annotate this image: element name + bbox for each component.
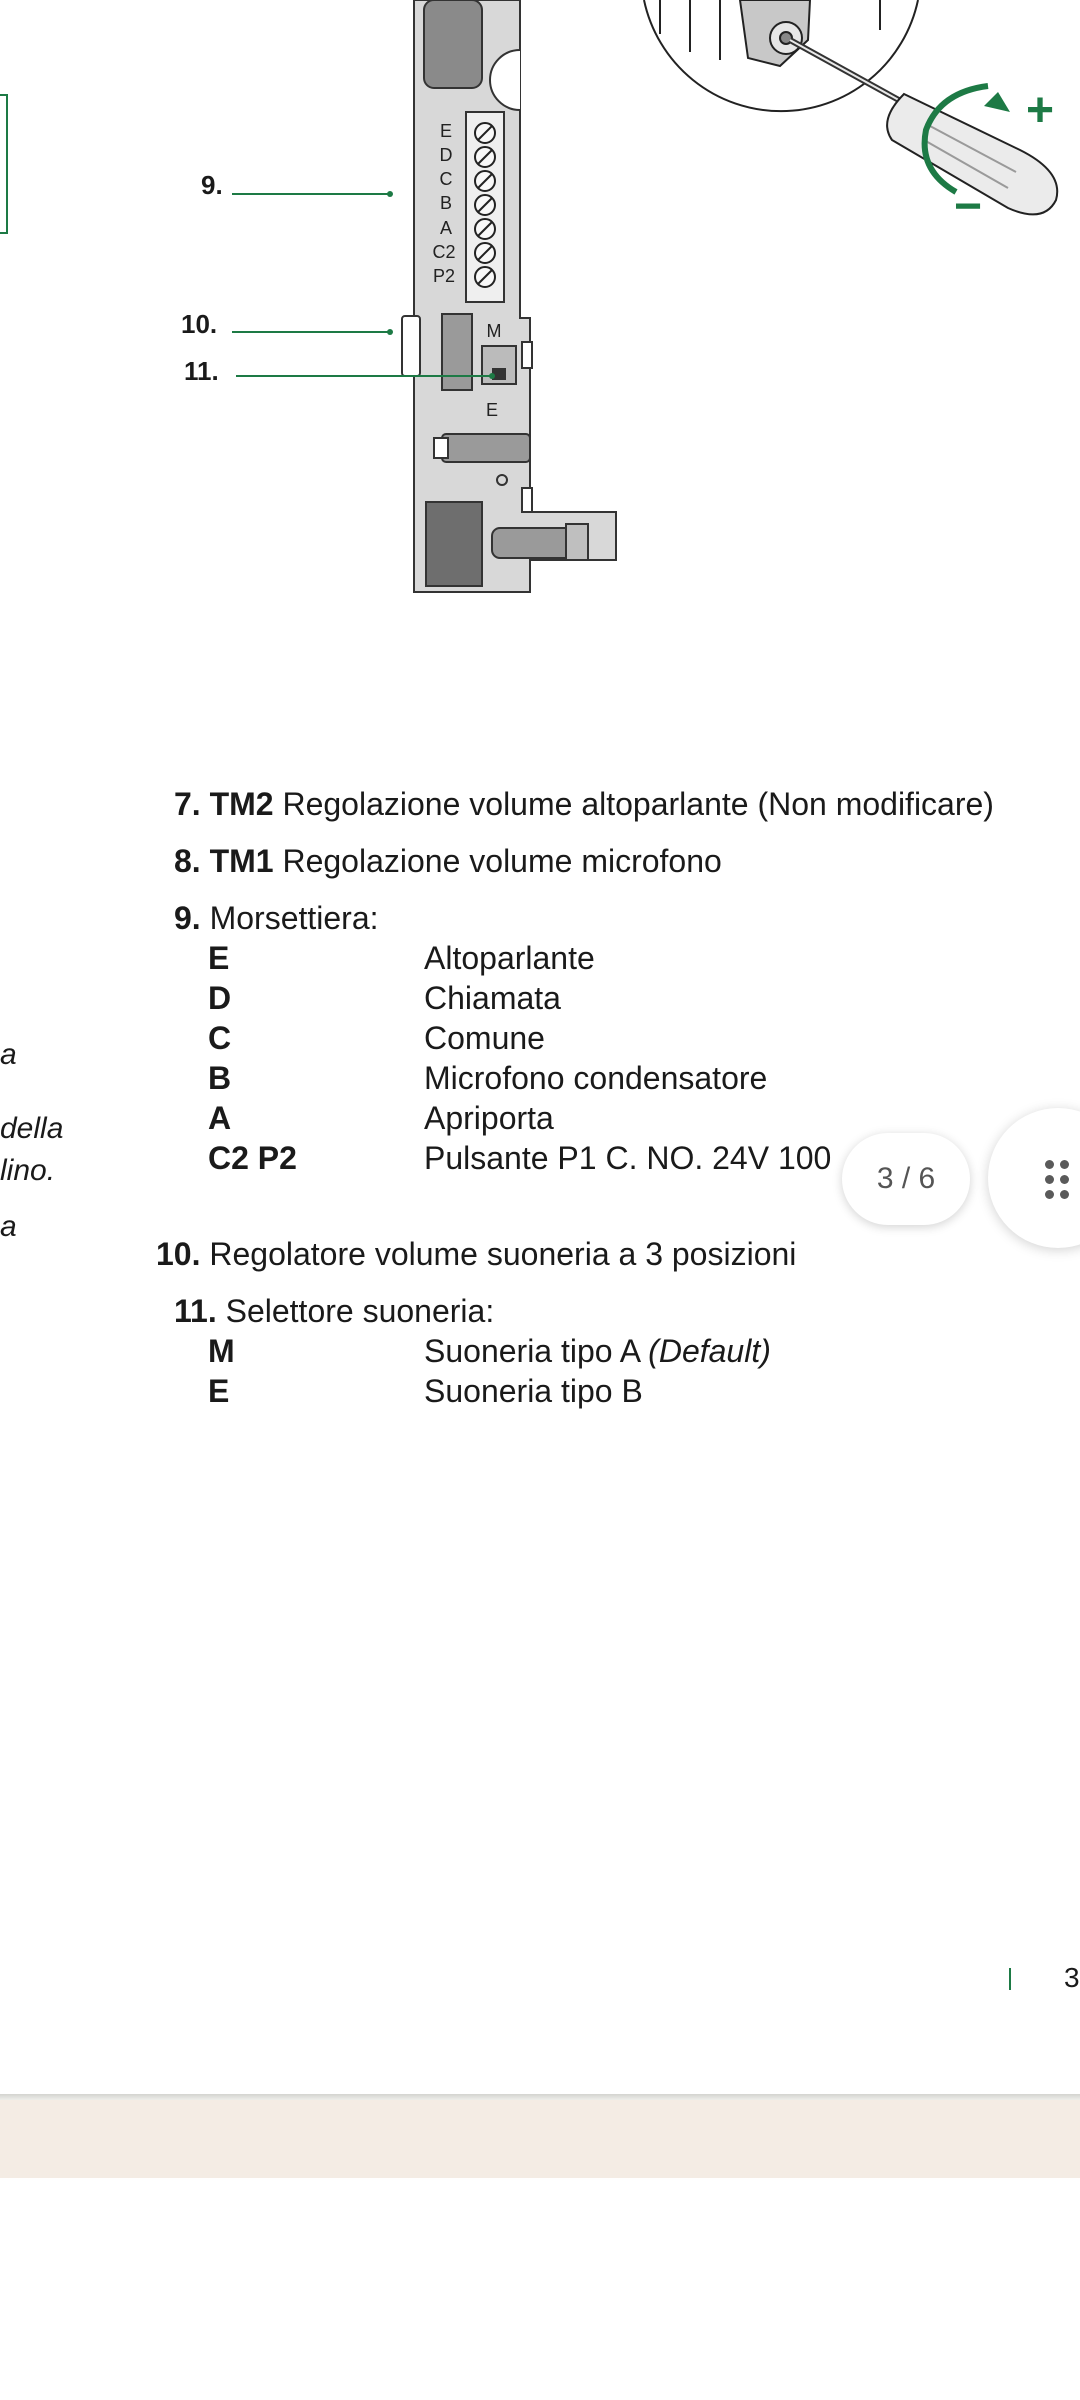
item-number: 10. xyxy=(156,1236,201,1272)
switch-label-m: M xyxy=(486,321,502,341)
terminal-value: Altoparlante xyxy=(424,940,595,976)
terminal-letter-b: B xyxy=(439,193,453,213)
terminal-key: C xyxy=(208,1020,232,1056)
item-number: 8. xyxy=(174,843,201,879)
list-item-10 xyxy=(156,1236,796,1273)
terminal-key: B xyxy=(208,1060,232,1096)
terminal-row xyxy=(208,1100,1080,1140)
item-code: TM1 xyxy=(209,843,274,879)
footer-page-number: 3 xyxy=(1064,1962,1080,1993)
side-text-fragment: della xyxy=(0,1112,64,1145)
terminal-row xyxy=(208,1020,1080,1060)
volume-plus-icon: + xyxy=(1025,84,1055,137)
item-number: 7. xyxy=(174,786,201,822)
terminal-value: Microfono condensatore xyxy=(424,1060,768,1096)
list-item-9 xyxy=(174,900,379,937)
terminal-key: A xyxy=(208,1100,232,1136)
item-code: TM2 xyxy=(209,786,274,822)
terminal-row xyxy=(208,1060,1080,1100)
ring-selector-row xyxy=(208,1373,1080,1413)
terminal-letter-c: C xyxy=(439,169,453,189)
next-page-preview xyxy=(0,2100,1080,2178)
list-item-7 xyxy=(174,786,994,823)
side-text-fragment: a xyxy=(0,1038,17,1071)
callout-9: 9. xyxy=(201,170,223,200)
terminal-value: Apriporta xyxy=(424,1100,554,1136)
list-item-8 xyxy=(174,843,722,880)
item-text: Regolazione volume altoparlante (Non modificare) xyxy=(282,786,994,822)
ring-selector-value: Suoneria tipo A (Default) xyxy=(424,1333,771,1369)
callout-10: 10. xyxy=(181,309,218,339)
terminal-key: C2 P2 xyxy=(208,1140,297,1176)
item-number: 9. xyxy=(174,900,201,936)
side-box-fragment xyxy=(0,94,8,234)
terminal-value: Chiamata xyxy=(424,980,561,1016)
side-text-fragment: a xyxy=(0,1210,17,1243)
terminal-key: D xyxy=(208,980,232,1016)
terminal-letter-d: D xyxy=(439,145,453,165)
viewer-background xyxy=(0,2178,1080,2400)
volume-minus-icon: − xyxy=(953,180,983,233)
page-indicator[interactable]: 3 / 6 xyxy=(842,1133,970,1225)
ring-selector-key: E xyxy=(208,1373,230,1409)
terminal-letter-c2: C2 xyxy=(432,242,456,262)
terminal-letter-e: E xyxy=(439,121,453,141)
rotation-arrow-icon xyxy=(984,92,1010,112)
ring-selector-key: M xyxy=(208,1333,235,1369)
terminal-value: Comune xyxy=(424,1020,545,1056)
callout-11: 11. xyxy=(184,356,219,386)
ring-selector-value: Suoneria tipo B xyxy=(424,1373,643,1409)
list-item-11 xyxy=(174,1293,494,1330)
switch-label-e: E xyxy=(485,400,499,420)
wiring-diagram xyxy=(0,0,1080,620)
terminal-row xyxy=(208,940,1080,980)
item-text: Selettore suoneria: xyxy=(225,1293,495,1329)
terminal-key: E xyxy=(208,940,230,976)
terminal-value: Pulsante P1 C. NO. 24V 100 xyxy=(424,1140,832,1176)
default-note: (Default) xyxy=(648,1333,771,1369)
footer-separator xyxy=(1009,1968,1011,1990)
terminal-row xyxy=(208,980,1080,1020)
terminal-letter-p2: P2 xyxy=(432,266,456,286)
item-text: Morsettiera: xyxy=(209,900,379,936)
ring-selector-row xyxy=(208,1333,1080,1373)
side-text-fragment: lino. xyxy=(0,1154,56,1187)
terminal-letter-a: A xyxy=(439,218,453,238)
item-text: Regolazione volume microfono xyxy=(282,843,722,879)
grid-icon xyxy=(1045,1160,1080,1200)
item-number: 11. xyxy=(174,1293,217,1329)
item-text: Regolatore volume suoneria a 3 posizioni xyxy=(209,1236,797,1272)
